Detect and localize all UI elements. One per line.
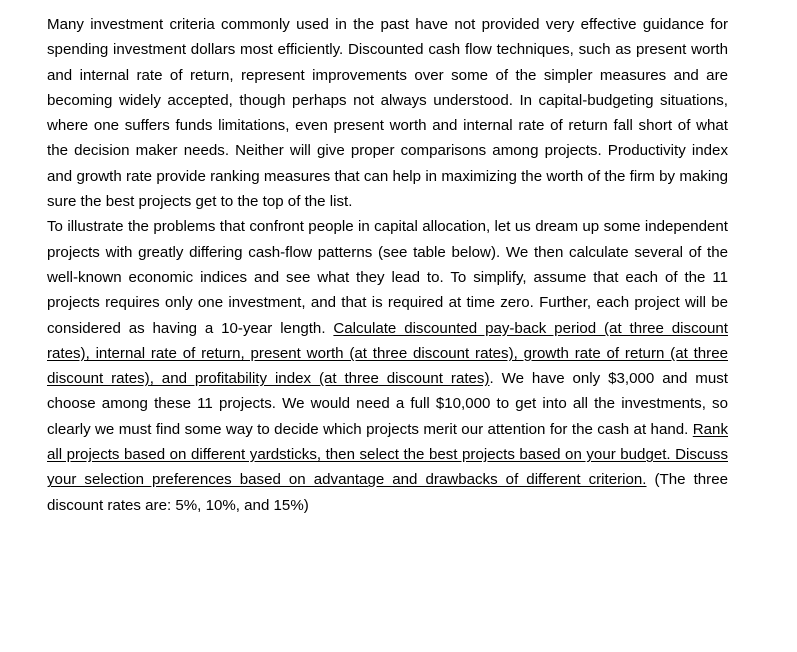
assignment-task-rank: Rank all projects based on different yardsticks, then select the best projects based on your budget. Discuss your selection preferences based on advantage and drawbacks of different criterion.	[47, 420, 728, 489]
paragraph-assignment	[47, 214, 728, 518]
assignment-text-3: (The three discount rates are: 5%, 10%, and 15%)	[47, 471, 728, 514]
document-body	[47, 12, 728, 518]
assignment-text-2: . We have only $3,000 and must choose among these 11 projects. We would need a full $10,000 to get into all the investments, so clearly we must find some way to decide which projects merit our attention for the cash at hand.	[47, 370, 728, 438]
paragraph-intro: Many investment criteria commonly used in the past have not provided very effective guidance for spending investment dollars most efficiently. Discounted cash flow techniques, such as present worth and internal rate of return, represent improvements over some of the simpler measures and are becoming widely accepted, though perhaps not always understood. In capital-budgeting situations, where one suffers funds limitations, even present worth and internal rate of return fall short of what the decision maker needs. Neither will give proper comparisons among projects. Productivity index and growth rate provide ranking measures that can help in maximizing the worth of the firm by making sure the best projects get to the top of the list.	[47, 16, 728, 211]
assignment-task-calculate: Calculate discounted pay-back period (at three discount rates), internal rate of return, present worth (at three discount rates), growth rate of return (at three discount rates), and profitability index (at three discount rates)	[47, 319, 728, 388]
assignment-text-1: To illustrate the problems that confront people in capital allocation, let us dream up some independent projects with greatly differing cash-flow patterns (see table below). We then calculate several of the well-known economic indices and see what they lead to. To simplify, assume that each of the 11 projects requires only one investment, and that is required at time zero. Further, each project will be considered as having a 10-year length.	[47, 218, 728, 337]
